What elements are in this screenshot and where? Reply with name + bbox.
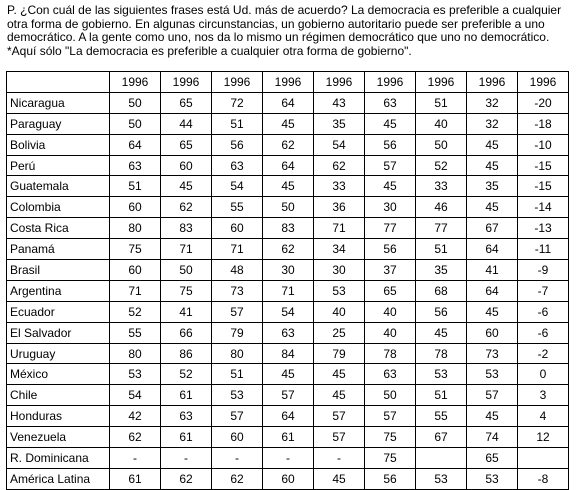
value-cell: 57 bbox=[212, 406, 263, 427]
value-cell: -6 bbox=[518, 322, 569, 343]
value-cell: 62 bbox=[314, 155, 365, 176]
year-header-cell: 1996 bbox=[518, 72, 569, 93]
value-cell: 45 bbox=[365, 176, 416, 197]
value-cell: -6 bbox=[518, 301, 569, 322]
value-cell: - bbox=[263, 448, 314, 469]
value-cell: 62 bbox=[161, 468, 212, 489]
table-row bbox=[7, 448, 569, 469]
value-cell: 51 bbox=[416, 385, 467, 406]
value-cell: 83 bbox=[161, 218, 212, 239]
value-cell: 51 bbox=[212, 364, 263, 385]
value-cell: 45 bbox=[416, 322, 467, 343]
country-cell: Panamá bbox=[7, 239, 110, 260]
country-cell: El Salvador bbox=[7, 322, 110, 343]
value-cell: 64 bbox=[467, 280, 518, 301]
value-cell: 56 bbox=[212, 134, 263, 155]
value-cell: 50 bbox=[263, 197, 314, 218]
value-cell: 35 bbox=[314, 113, 365, 134]
value-cell: 73 bbox=[212, 280, 263, 301]
value-cell: 60 bbox=[110, 260, 161, 281]
value-cell: 34 bbox=[314, 239, 365, 260]
value-cell: 42 bbox=[110, 406, 161, 427]
value-cell: 57 bbox=[365, 155, 416, 176]
value-cell: 57 bbox=[467, 385, 518, 406]
value-cell: 45 bbox=[467, 134, 518, 155]
value-cell: 41 bbox=[467, 260, 518, 281]
table-row bbox=[7, 155, 569, 176]
header-corner-cell bbox=[7, 72, 110, 93]
value-cell: 33 bbox=[314, 176, 365, 197]
question-text: P. ¿Con cuál de las siguientes frases está Ud. más de acuerdo? La democracia es preferible a cualquier otra forma de gobierno. En algunas circunstancias, un gobierno autoritario puede ser preferible a uno democrático. A la gente como uno, nos da lo mismo un régimen democrático que uno no democrático. *Aquí sólo "La democracia es preferible a cualquier otra forma de gobierno". bbox=[7, 3, 562, 58]
year-header-cell: 1996 bbox=[161, 72, 212, 93]
value-cell: 63 bbox=[365, 92, 416, 113]
value-cell: 54 bbox=[212, 176, 263, 197]
table-row bbox=[7, 239, 569, 260]
value-cell: 54 bbox=[263, 301, 314, 322]
country-cell: Venezuela bbox=[7, 427, 110, 448]
country-cell: R. Dominicana bbox=[7, 448, 110, 469]
value-cell: 63 bbox=[365, 364, 416, 385]
value-cell: 75 bbox=[365, 427, 416, 448]
value-cell: 66 bbox=[161, 322, 212, 343]
value-cell: 51 bbox=[212, 113, 263, 134]
value-cell: 86 bbox=[161, 343, 212, 364]
value-cell: 37 bbox=[365, 260, 416, 281]
value-cell: 71 bbox=[110, 280, 161, 301]
table-body bbox=[7, 92, 569, 489]
value-cell: -8 bbox=[518, 468, 569, 489]
value-cell: -15 bbox=[518, 155, 569, 176]
table-row bbox=[7, 113, 569, 134]
table-row bbox=[7, 197, 569, 218]
table-row bbox=[7, 176, 569, 197]
value-cell: 61 bbox=[161, 427, 212, 448]
country-cell: Nicaragua bbox=[7, 92, 110, 113]
value-cell: 30 bbox=[365, 197, 416, 218]
country-cell: Guatemala bbox=[7, 176, 110, 197]
value-cell: 46 bbox=[416, 197, 467, 218]
country-cell: Perú bbox=[7, 155, 110, 176]
table-row bbox=[7, 218, 569, 239]
value-cell: 36 bbox=[314, 197, 365, 218]
value-cell: 62 bbox=[212, 468, 263, 489]
value-cell: 3 bbox=[518, 385, 569, 406]
country-cell: Argentina bbox=[7, 280, 110, 301]
value-cell bbox=[518, 448, 569, 469]
value-cell: 80 bbox=[212, 343, 263, 364]
table-row bbox=[7, 343, 569, 364]
value-cell: 65 bbox=[161, 92, 212, 113]
value-cell: 50 bbox=[161, 260, 212, 281]
value-cell: 43 bbox=[314, 92, 365, 113]
table-row bbox=[7, 134, 569, 155]
value-cell: 84 bbox=[263, 343, 314, 364]
value-cell: 67 bbox=[416, 427, 467, 448]
value-cell: 45 bbox=[314, 468, 365, 489]
table-row bbox=[7, 427, 569, 448]
value-cell: 35 bbox=[416, 260, 467, 281]
value-cell: 60 bbox=[263, 468, 314, 489]
year-header-cell: 1996 bbox=[212, 72, 263, 93]
country-cell: Ecuador bbox=[7, 301, 110, 322]
value-cell: 57 bbox=[314, 427, 365, 448]
value-cell: 57 bbox=[212, 301, 263, 322]
value-cell: 62 bbox=[263, 134, 314, 155]
value-cell: 45 bbox=[263, 364, 314, 385]
value-cell: 57 bbox=[263, 385, 314, 406]
value-cell: -14 bbox=[518, 197, 569, 218]
table-row bbox=[7, 364, 569, 385]
year-header-cell: 1996 bbox=[365, 72, 416, 93]
year-header-cell: 1996 bbox=[467, 72, 518, 93]
value-cell: 45 bbox=[263, 176, 314, 197]
value-cell: 71 bbox=[314, 218, 365, 239]
value-cell: 45 bbox=[467, 406, 518, 427]
value-cell: 51 bbox=[110, 176, 161, 197]
value-cell: 65 bbox=[161, 134, 212, 155]
value-cell: 0 bbox=[518, 364, 569, 385]
country-cell: México bbox=[7, 364, 110, 385]
value-cell: 64 bbox=[263, 155, 314, 176]
value-cell: 61 bbox=[110, 468, 161, 489]
value-cell: -9 bbox=[518, 260, 569, 281]
value-cell: 50 bbox=[365, 385, 416, 406]
country-cell: Honduras bbox=[7, 406, 110, 427]
value-cell: 64 bbox=[110, 134, 161, 155]
value-cell: 63 bbox=[263, 322, 314, 343]
value-cell: 57 bbox=[314, 406, 365, 427]
value-cell: 52 bbox=[416, 155, 467, 176]
value-cell: 63 bbox=[212, 155, 263, 176]
table-row bbox=[7, 260, 569, 281]
value-cell: 79 bbox=[314, 343, 365, 364]
value-cell: 45 bbox=[467, 155, 518, 176]
value-cell: 56 bbox=[365, 134, 416, 155]
value-cell: 40 bbox=[365, 322, 416, 343]
value-cell: 51 bbox=[416, 239, 467, 260]
value-cell: 41 bbox=[161, 301, 212, 322]
value-cell: 78 bbox=[365, 343, 416, 364]
value-cell: 72 bbox=[212, 92, 263, 113]
value-cell: 51 bbox=[416, 92, 467, 113]
table-row bbox=[7, 92, 569, 113]
value-cell: 45 bbox=[314, 364, 365, 385]
value-cell: -10 bbox=[518, 134, 569, 155]
value-cell: 56 bbox=[416, 301, 467, 322]
value-cell: 53 bbox=[110, 364, 161, 385]
value-cell: 50 bbox=[416, 134, 467, 155]
value-cell: 55 bbox=[110, 322, 161, 343]
country-cell: Bolivia bbox=[7, 134, 110, 155]
value-cell: 55 bbox=[416, 406, 467, 427]
value-cell: 64 bbox=[263, 92, 314, 113]
value-cell: 40 bbox=[314, 301, 365, 322]
table-row bbox=[7, 322, 569, 343]
table-row bbox=[7, 385, 569, 406]
value-cell: 60 bbox=[161, 155, 212, 176]
country-cell: Costa Rica bbox=[7, 218, 110, 239]
value-cell: 83 bbox=[263, 218, 314, 239]
country-cell: Paraguay bbox=[7, 113, 110, 134]
table-row bbox=[7, 280, 569, 301]
value-cell: 4 bbox=[518, 406, 569, 427]
header-row bbox=[7, 72, 569, 93]
value-cell: 75 bbox=[161, 280, 212, 301]
table-row bbox=[7, 468, 569, 489]
value-cell: 48 bbox=[212, 260, 263, 281]
value-cell: 77 bbox=[365, 218, 416, 239]
value-cell: 71 bbox=[212, 239, 263, 260]
value-cell: 74 bbox=[467, 427, 518, 448]
value-cell: 40 bbox=[365, 301, 416, 322]
value-cell: 62 bbox=[263, 239, 314, 260]
value-cell: 30 bbox=[314, 260, 365, 281]
value-cell: - bbox=[212, 448, 263, 469]
value-cell: 45 bbox=[467, 301, 518, 322]
value-cell: 52 bbox=[110, 301, 161, 322]
value-cell: 45 bbox=[161, 176, 212, 197]
value-cell: 77 bbox=[416, 218, 467, 239]
value-cell: 80 bbox=[110, 343, 161, 364]
value-cell: 60 bbox=[467, 322, 518, 343]
value-cell: 62 bbox=[110, 427, 161, 448]
value-cell: 32 bbox=[467, 113, 518, 134]
value-cell: 65 bbox=[467, 448, 518, 469]
country-cell: Colombia bbox=[7, 197, 110, 218]
value-cell: -11 bbox=[518, 239, 569, 260]
value-cell: 30 bbox=[263, 260, 314, 281]
value-cell: 50 bbox=[110, 92, 161, 113]
value-cell: 35 bbox=[467, 176, 518, 197]
value-cell: 56 bbox=[365, 239, 416, 260]
value-cell: 60 bbox=[212, 427, 263, 448]
year-header-cell: 1996 bbox=[314, 72, 365, 93]
year-header-cell: 1996 bbox=[110, 72, 161, 93]
country-cell: América Latina bbox=[7, 468, 110, 489]
value-cell: 53 bbox=[467, 468, 518, 489]
value-cell: 79 bbox=[212, 322, 263, 343]
value-cell: 60 bbox=[110, 197, 161, 218]
value-cell: 54 bbox=[314, 134, 365, 155]
value-cell: -18 bbox=[518, 113, 569, 134]
table-row bbox=[7, 406, 569, 427]
value-cell: 60 bbox=[212, 218, 263, 239]
value-cell: 53 bbox=[416, 364, 467, 385]
value-cell: 64 bbox=[263, 406, 314, 427]
value-cell: 68 bbox=[416, 280, 467, 301]
value-cell: -7 bbox=[518, 280, 569, 301]
value-cell: 25 bbox=[314, 322, 365, 343]
value-cell: 67 bbox=[467, 218, 518, 239]
value-cell: 64 bbox=[467, 239, 518, 260]
value-cell: 75 bbox=[365, 448, 416, 469]
value-cell: 53 bbox=[416, 468, 467, 489]
results-table bbox=[6, 71, 569, 490]
value-cell: 53 bbox=[314, 280, 365, 301]
value-cell: 75 bbox=[110, 239, 161, 260]
value-cell: 45 bbox=[365, 113, 416, 134]
value-cell: 71 bbox=[161, 239, 212, 260]
value-cell: - bbox=[110, 448, 161, 469]
value-cell: 63 bbox=[110, 155, 161, 176]
year-header-cell: 1996 bbox=[416, 72, 467, 93]
value-cell: - bbox=[161, 448, 212, 469]
value-cell: 55 bbox=[212, 197, 263, 218]
value-cell: 45 bbox=[263, 113, 314, 134]
value-cell: 80 bbox=[110, 218, 161, 239]
year-header-cell: 1996 bbox=[263, 72, 314, 93]
value-cell: 71 bbox=[263, 280, 314, 301]
value-cell: 53 bbox=[467, 364, 518, 385]
value-cell: 32 bbox=[467, 92, 518, 113]
value-cell: 56 bbox=[365, 468, 416, 489]
value-cell: 12 bbox=[518, 427, 569, 448]
value-cell: 45 bbox=[314, 385, 365, 406]
country-cell: Brasil bbox=[7, 260, 110, 281]
value-cell: -20 bbox=[518, 92, 569, 113]
value-cell: 53 bbox=[212, 385, 263, 406]
value-cell: 78 bbox=[416, 343, 467, 364]
value-cell: 61 bbox=[263, 427, 314, 448]
value-cell: -13 bbox=[518, 218, 569, 239]
value-cell: 57 bbox=[365, 406, 416, 427]
value-cell: 40 bbox=[416, 113, 467, 134]
value-cell: 63 bbox=[161, 406, 212, 427]
value-cell: -2 bbox=[518, 343, 569, 364]
country-cell: Chile bbox=[7, 385, 110, 406]
table-row bbox=[7, 301, 569, 322]
value-cell: 50 bbox=[110, 113, 161, 134]
value-cell: 44 bbox=[161, 113, 212, 134]
value-cell bbox=[416, 448, 467, 469]
value-cell: 61 bbox=[161, 385, 212, 406]
value-cell: 73 bbox=[467, 343, 518, 364]
value-cell: -15 bbox=[518, 176, 569, 197]
value-cell: 52 bbox=[161, 364, 212, 385]
value-cell: - bbox=[314, 448, 365, 469]
value-cell: 54 bbox=[110, 385, 161, 406]
value-cell: 62 bbox=[161, 197, 212, 218]
country-cell: Uruguay bbox=[7, 343, 110, 364]
value-cell: 45 bbox=[467, 197, 518, 218]
value-cell: 65 bbox=[365, 280, 416, 301]
value-cell: 33 bbox=[416, 176, 467, 197]
